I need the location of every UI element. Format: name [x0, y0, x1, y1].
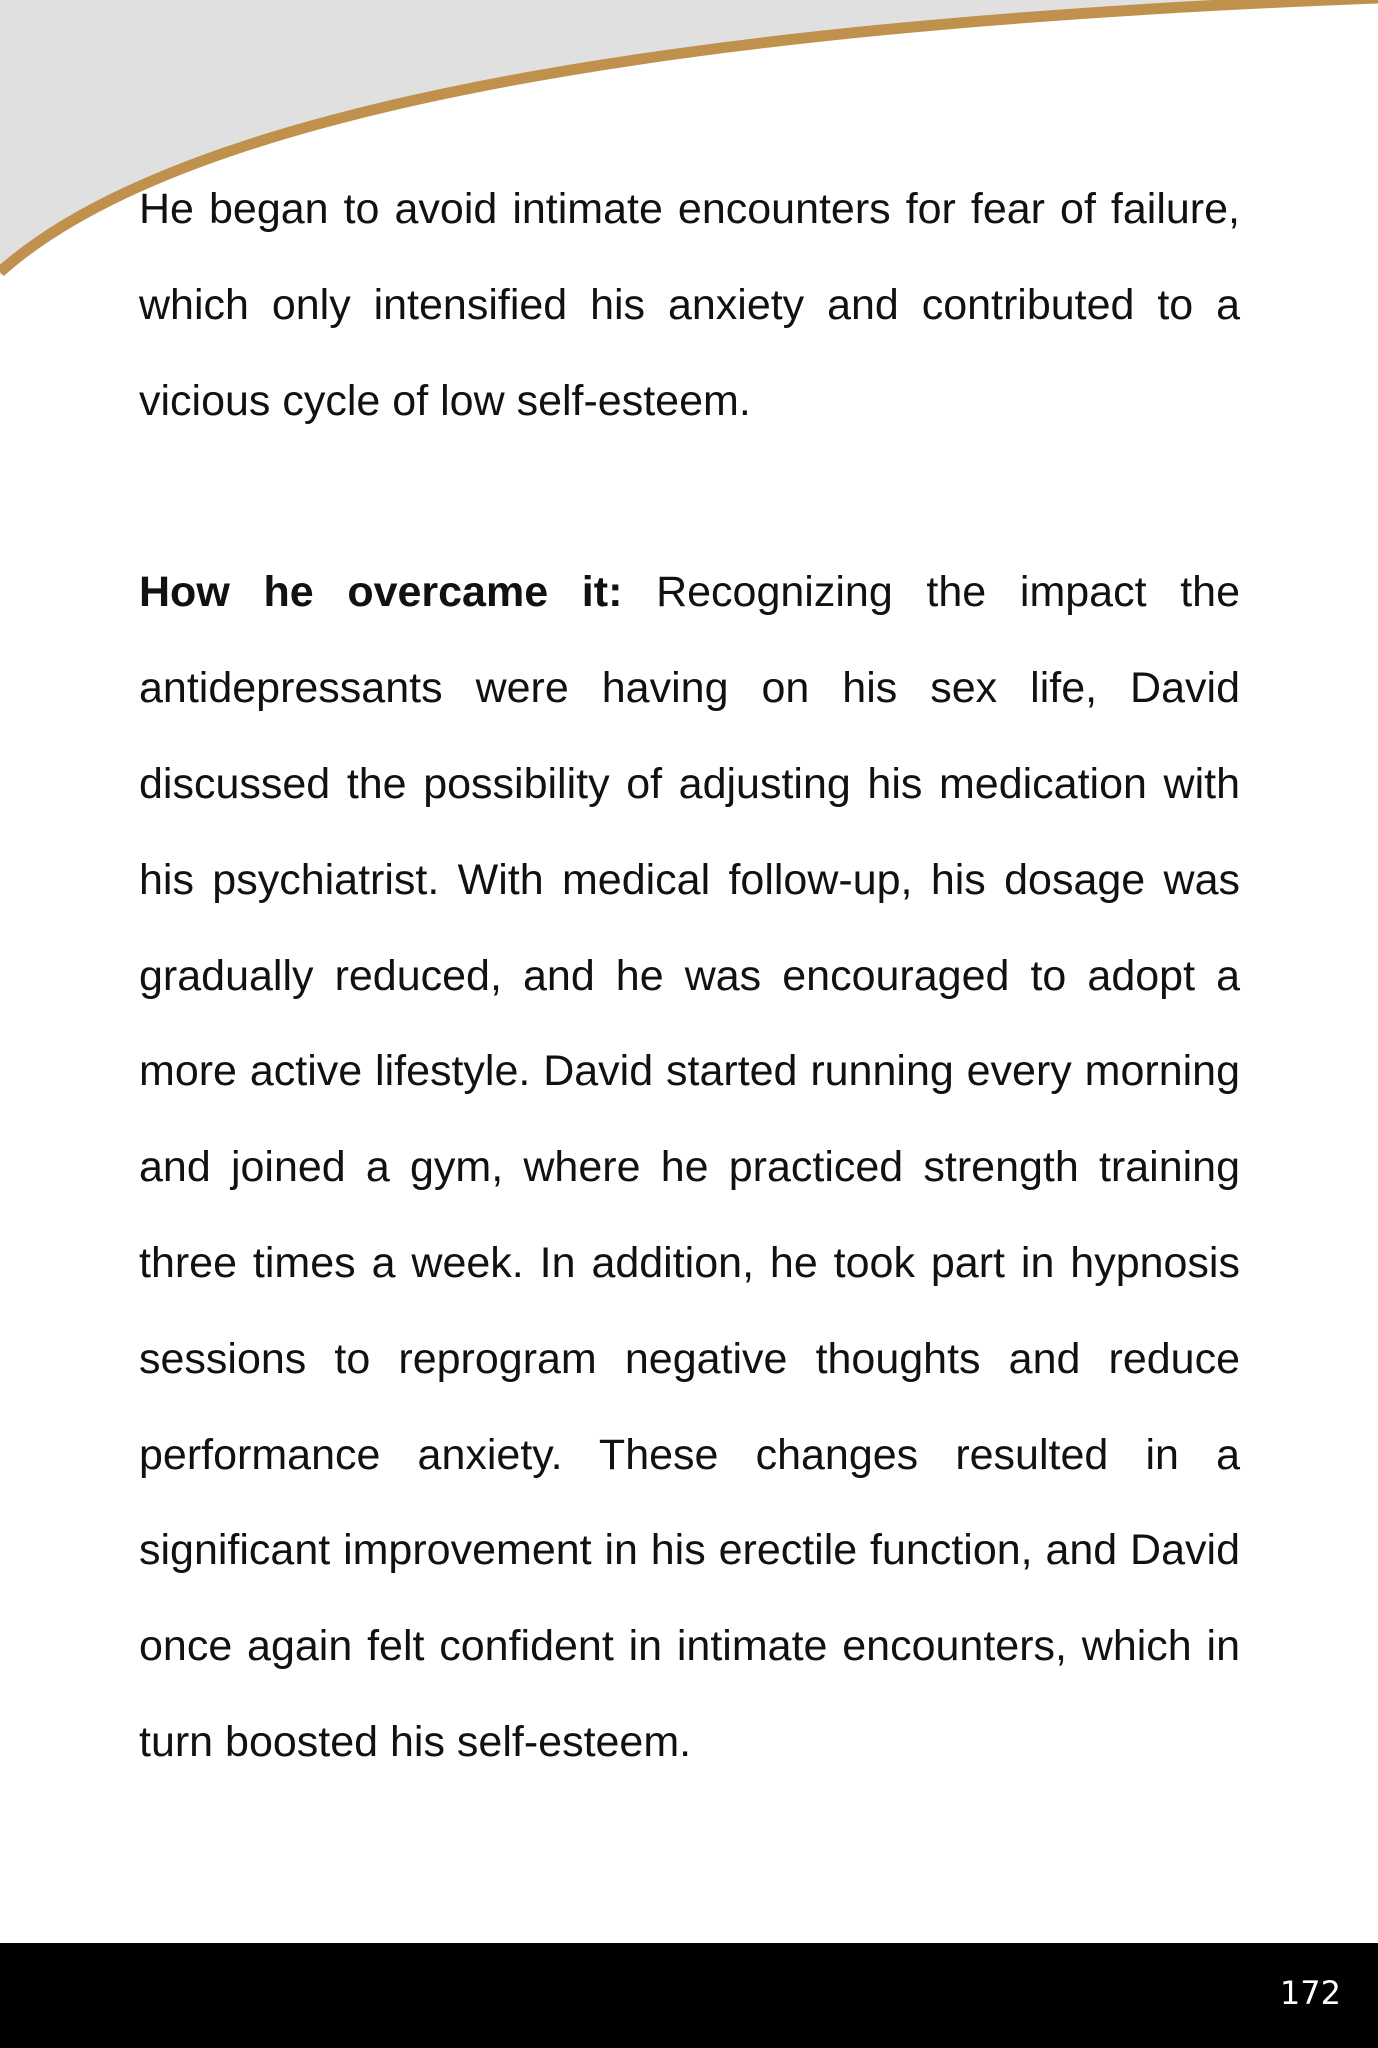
page-number: 172	[1279, 1974, 1341, 2012]
paragraph-2-body: Recognizing the impact the antidepressants were having on his sex life, David discussed the possibility of adjusting his medication with his psychiatrist. With medical follow-up, his dosage was gradually reduced, and he was encouraged to adopt a more active lifestyle. David started running every morning and joined a gym, where he practiced strength training three times a week. In addition, he took part in hypnosis sessions to reprogram negative thoughts and reduce performance anxiety. These changes resulted in a significant improvement in his erectile function, and David once again felt confident in intimate encounters, which in turn boosted his self-esteem.	[139, 568, 1240, 1766]
section-lead-heading: How he overcame it:	[139, 568, 623, 617]
footer-bar	[0, 1943, 1378, 2048]
paragraph-2	[139, 545, 1240, 1790]
paragraph-1: He began to avoid intimate encounters for fear of failure, which only intensified his anxiety and contributed to a vicious cycle of low self-esteem.	[139, 185, 1240, 425]
body-text	[139, 162, 1240, 1791]
